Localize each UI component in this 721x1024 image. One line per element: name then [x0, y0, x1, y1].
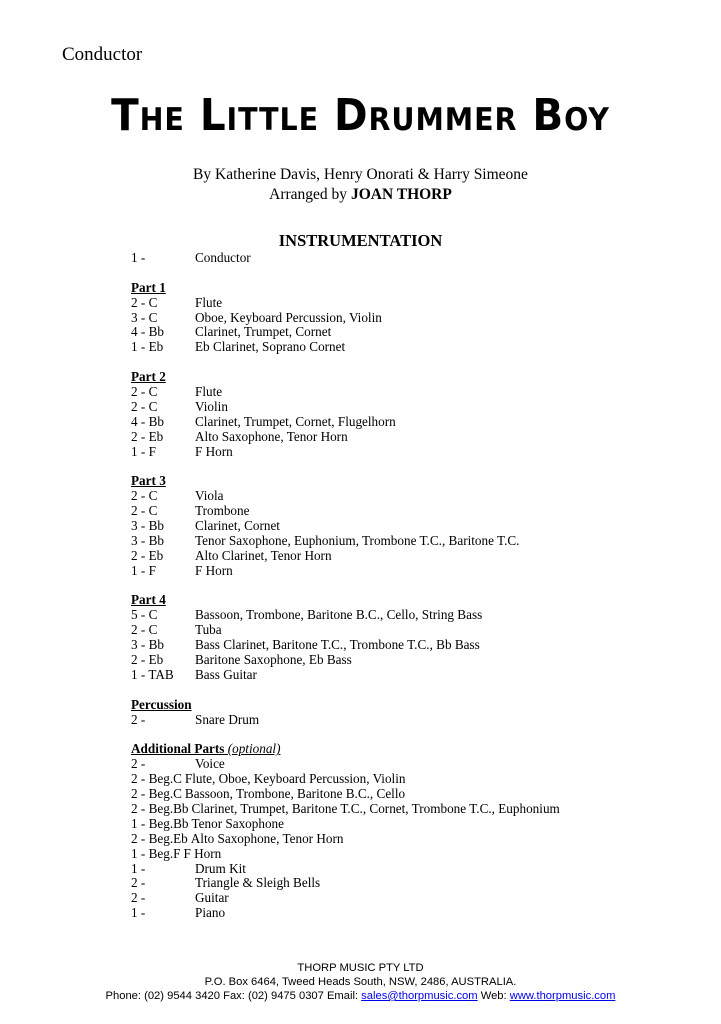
item-quantity: 2 - — [131, 890, 146, 906]
list-item — [131, 891, 560, 906]
item-quantity: 2 - C — [131, 384, 158, 400]
list-item — [131, 653, 560, 668]
list-item — [131, 608, 560, 623]
item-quantity: 3 - Bb — [131, 637, 164, 653]
item-instrument: Flute, Oboe, Keyboard Percussion, Violin — [184, 771, 406, 787]
item-instrument: Baritone Saxophone, Eb Bass — [195, 652, 352, 668]
list-item — [131, 445, 560, 460]
item-quantity: 1 - F — [131, 443, 156, 459]
section-heading — [131, 370, 560, 385]
list-item — [131, 623, 560, 638]
list-item — [131, 862, 560, 877]
item-quantity: 2 - — [131, 875, 146, 891]
footer-contact — [0, 989, 721, 1003]
part-label: Conductor — [62, 44, 143, 65]
item-instrument: Viola — [195, 488, 224, 504]
list-item — [131, 311, 560, 326]
section-heading — [131, 742, 560, 757]
item-instrument: Snare Drum — [195, 711, 260, 727]
item-quantity: 2 - C — [131, 503, 158, 519]
list-item — [131, 906, 560, 921]
item-instrument: Tuba — [195, 622, 222, 638]
item-quantity: 5 - C — [131, 607, 158, 623]
item-instrument: Tenor Saxophone — [191, 815, 284, 831]
arranger-line — [0, 185, 721, 205]
list-item — [131, 772, 560, 787]
item-instrument: F Horn — [195, 562, 233, 578]
item-quantity: 1 - TAB — [131, 666, 174, 682]
item-instrument: Trombone — [195, 503, 250, 519]
list-item — [131, 296, 560, 311]
instrumentation-heading: INSTRUMENTATION — [278, 231, 443, 250]
item-quantity: 1 - — [131, 250, 146, 265]
item-quantity: 2 - Eb — [131, 428, 164, 444]
item-instrument: Drum Kit — [195, 860, 246, 876]
footer-company: THORP MUSIC PTY LTD — [297, 962, 424, 974]
section-spacer — [131, 266, 560, 281]
list-item — [131, 817, 560, 832]
composers-line: By Katherine Davis, Henry Onorati & Harry Simeone — [193, 166, 528, 183]
section-heading — [131, 698, 560, 713]
item-quantity: 2 - C — [131, 622, 158, 638]
section-spacer — [131, 355, 560, 370]
item-instrument: Conductor — [195, 250, 251, 265]
item-instrument: Oboe, Keyboard Percussion, Violin — [195, 309, 382, 325]
section-spacer — [131, 459, 560, 474]
item-quantity: 3 - Bb — [131, 532, 164, 548]
item-quantity: 4 - Bb — [131, 324, 164, 340]
item-quantity: 2 - C — [131, 398, 158, 414]
item-instrument: Clarinet, Trumpet, Cornet, Flugelhorn — [195, 413, 396, 429]
email-link[interactable]: sales@thorpmusic.com — [361, 990, 478, 1002]
list-item — [131, 847, 560, 862]
item-instrument: Alto Saxophone, Tenor Horn — [190, 830, 344, 846]
section-title: Part 4 — [131, 592, 166, 608]
section-spacer — [131, 728, 560, 743]
list-item — [131, 802, 560, 817]
list-item — [131, 385, 560, 400]
footer-address: P.O. Box 6464, Tweed Heads South, NSW, 2486, AUSTRALIA. — [204, 976, 517, 988]
list-item — [131, 832, 560, 847]
item-instrument: Clarinet, Trumpet, Baritone T.C., Cornet, Trombone T.C., Euphonium — [191, 800, 560, 816]
item-instrument: F Horn — [195, 443, 233, 459]
item-quantity: 1 - — [131, 860, 146, 876]
item-instrument: Bassoon, Trombone, Baritone B.C., Cello — [184, 786, 406, 802]
list-item — [131, 757, 560, 772]
item-instrument: Violin — [195, 398, 228, 414]
footer — [0, 961, 721, 1003]
item-instrument: Guitar — [195, 890, 229, 906]
instrumentation-list — [131, 251, 560, 921]
item-instrument: Flute — [195, 384, 223, 400]
section-title: Percussion — [131, 696, 192, 712]
item-quantity: 2 - — [131, 756, 146, 772]
contact-prefix: Phone: (02) 9544 3420 Fax: (02) 9475 0307 Email: — [105, 990, 362, 1002]
item-quantity: 4 - Bb — [131, 413, 164, 429]
list-item — [131, 340, 560, 355]
web-prefix: Web: — [477, 990, 510, 1002]
list-item — [131, 668, 560, 683]
arranger-name: JOAN THORP — [350, 186, 452, 203]
item-instrument: Alto Saxophone, Tenor Horn — [195, 428, 348, 444]
item-quantity: 2 - C — [131, 294, 158, 310]
section-title: Part 3 — [131, 473, 166, 489]
list-item — [131, 787, 560, 802]
item-instrument: Triangle & Sleigh Bells — [195, 875, 321, 891]
item-quantity: 1 - Beg.F — [131, 845, 181, 861]
item-quantity: 1 - — [131, 905, 146, 921]
section-spacer — [131, 683, 560, 698]
section-heading — [131, 281, 560, 296]
list-item — [131, 400, 560, 415]
item-instrument: Bass Clarinet, Baritone T.C., Trombone T.C., Bb Bass — [195, 637, 480, 653]
item-quantity: 2 - Eb — [131, 547, 164, 563]
item-instrument: Flute — [195, 294, 223, 310]
list-item — [131, 415, 560, 430]
item-quantity: 2 - Beg.Bb — [131, 800, 189, 816]
website-link[interactable]: www.thorpmusic.com — [509, 990, 616, 1002]
list-item — [131, 519, 560, 534]
list-item — [131, 251, 560, 266]
list-item — [131, 713, 560, 728]
list-item — [131, 534, 560, 549]
item-instrument: Voice — [195, 756, 225, 772]
section-spacer — [131, 579, 560, 594]
item-instrument: Bass Guitar — [195, 666, 257, 682]
item-quantity: 1 - F — [131, 562, 156, 578]
sections-container — [131, 266, 560, 921]
section-heading — [131, 474, 560, 489]
list-item — [131, 430, 560, 445]
item-instrument: Piano — [195, 905, 226, 921]
item-instrument: Bassoon, Trombone, Baritone B.C., Cello, String Bass — [195, 607, 483, 623]
list-item — [131, 325, 560, 340]
item-quantity: 3 - C — [131, 309, 158, 325]
item-instrument: F Horn — [183, 845, 222, 861]
section-title: Additional Parts — [131, 741, 225, 757]
item-quantity: 2 - C — [131, 488, 158, 504]
item-instrument: Clarinet, Trumpet, Cornet — [195, 324, 332, 340]
item-instrument: Tenor Saxophone, Euphonium, Trombone T.C., Baritone T.C. — [195, 532, 520, 548]
list-item — [131, 504, 560, 519]
item-quantity: 1 - Eb — [131, 339, 164, 355]
list-item — [131, 564, 560, 579]
list-item — [131, 876, 560, 891]
item-quantity: 2 - Beg.C — [131, 771, 182, 787]
item-quantity: 3 - Bb — [131, 518, 164, 534]
item-instrument: Clarinet, Cornet — [195, 518, 280, 534]
item-instrument: Alto Clarinet, Tenor Horn — [195, 547, 332, 563]
list-item — [131, 489, 560, 504]
arranged-prefix: Arranged by — [269, 186, 351, 203]
song-title: The Little Drummer Boy — [111, 90, 610, 141]
item-quantity: 2 - Beg.Eb — [131, 830, 188, 846]
section-heading — [131, 593, 560, 608]
section-title: Part 2 — [131, 369, 166, 385]
section-title: Part 1 — [131, 279, 166, 295]
credits — [0, 165, 721, 205]
list-item — [131, 549, 560, 564]
list-item — [131, 638, 560, 653]
item-quantity: 2 - — [131, 711, 146, 727]
item-quantity: 2 - Beg.C — [131, 786, 182, 802]
item-quantity: 1 - Beg.Bb — [131, 815, 189, 831]
item-instrument: Eb Clarinet, Soprano Cornet — [195, 339, 346, 355]
item-quantity: 2 - Eb — [131, 652, 164, 668]
section-note: (optional) — [227, 741, 281, 757]
